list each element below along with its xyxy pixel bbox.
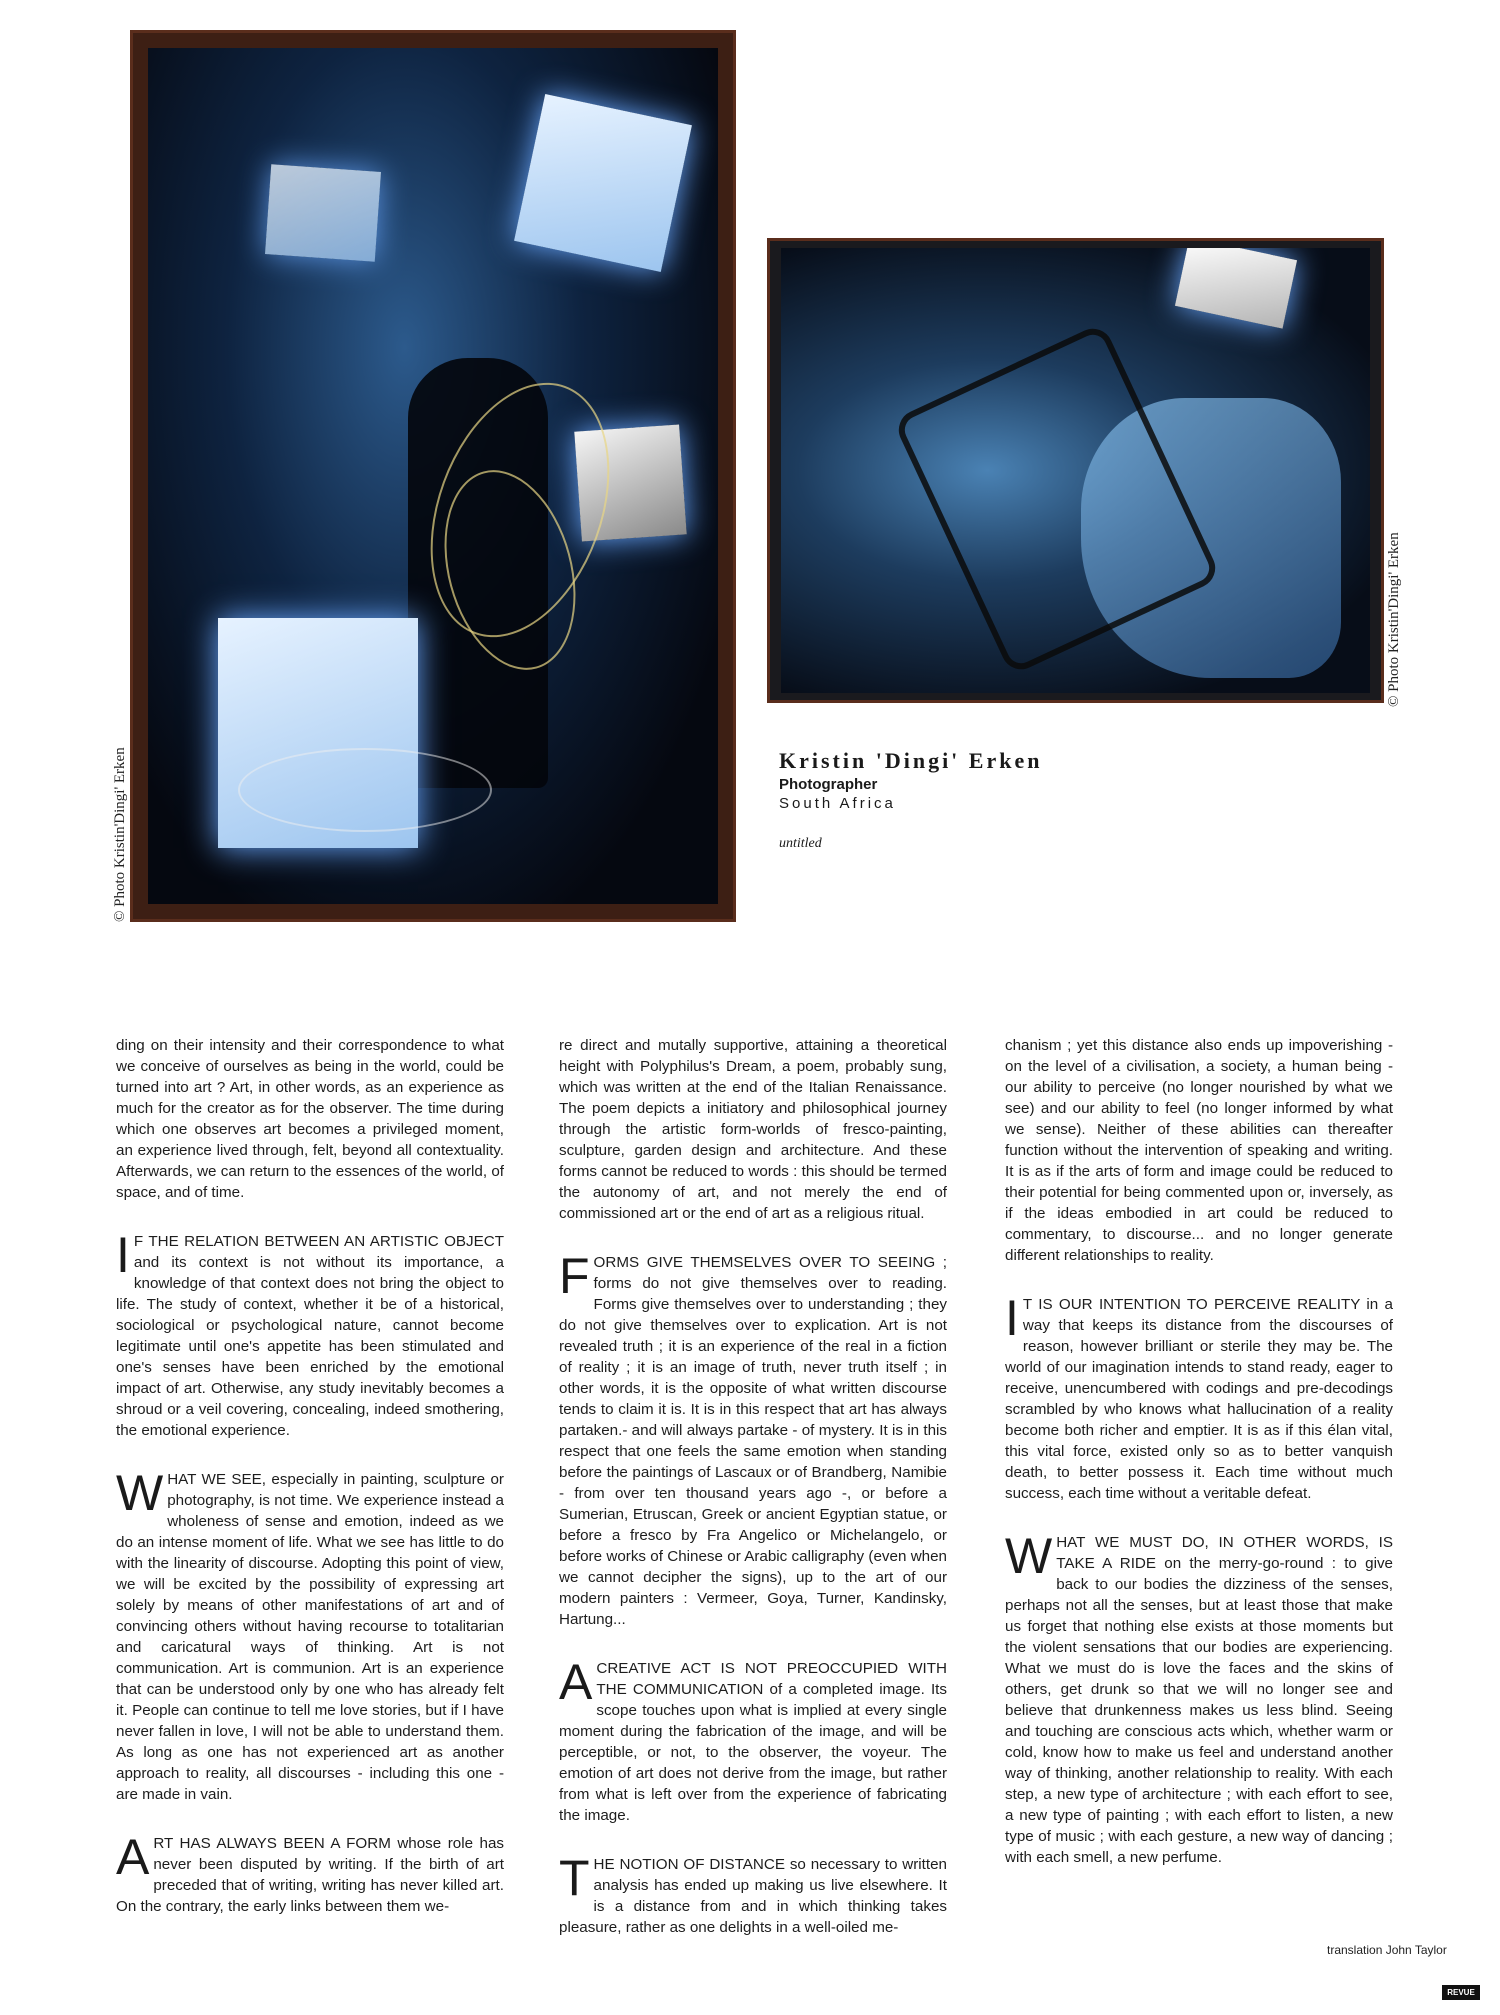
article-column-2 [559, 1035, 947, 1966]
drop-cap: A [559, 1654, 593, 1710]
paragraph: re direct and mutally supportive, attaining a theoretical height with Polyphilus's Dream, a poem, probably sung, which was written at the end of the Italian Renaissance. The poem depicts a initiatory and philosophical journey through the artistic form-worlds of fresco-painting, sculpture, garden design and architecture. And these forms cannot be reduced to words : this should be termed the autonomy of art, and not merely the end of commissioned art or the end of art as a religious ritual. [559, 1037, 947, 1222]
paragraph: chanism ; yet this distance also ends up impoverishing - on the level of a civilisation, a society, a human being - our ability to perceive (no longer nourished by what we see) and our ability to feel (no longer informed by what we sense). Neither of these abilities can thereafter function without the intervention of speaking and writing. It is as if the arts of form and image could be reduced to their potential for being commented upon or, inversely, as if the ideas embodied in art could be reduced to commentary, to discourse... and no longer generate different relationships to reality. [1005, 1037, 1393, 1264]
artist-role: Photographer [779, 776, 878, 793]
monitor-screen [514, 94, 692, 272]
paragraph-text: T IS OUR INTENTION TO PERCEIVE REALITY in a way that keeps its distance from the discourses of reason, however brilliant or sterile they may be. The world of our imagination intends to stand ready, eager to receive, unencumbered with codings and pre-decodings scrambled by who knows what hallucination of a reality become both richer and emptier. It is as if this élan vital, this vital force, existed only so as to better vanquish death, to better possess it. Each time without much success, each time without a veritable defeat. [1005, 1296, 1393, 1502]
translator-credit: translation John Taylor [1327, 1943, 1447, 1957]
photo-left-image [148, 48, 718, 904]
paragraph [559, 1850, 947, 1938]
paragraph-text: HE NOTION OF DISTANCE so necessary to written analysis has ended up making us live elsewhere. It is a distance from and in which thinking takes pleasure, rather as one delights in a well-oiled me- [559, 1856, 947, 1936]
paragraph [1005, 1528, 1393, 1868]
paragraph-text: F THE RELATION BETWEEN AN ARTISTIC OBJECT and its context is not without its importance, a knowledge of that context does not bring the object to life. The study of context, whether it be of a historical, sociological or psychological nature, cannot become legitimate until one's appetite has been stimulated and one's senses have been enriched by the emotional impact of art. Otherwise, any study inevitably becomes a shroud or a veil covering, concealing, indeed smothering, the emotional experience. [116, 1233, 504, 1439]
monitor-screen [265, 164, 381, 261]
artist-name: Kristin 'Dingi' Erken [779, 748, 1043, 773]
paragraph [116, 1829, 504, 1917]
paragraph-text: RT HAS ALWAYS BEEN A FORM whose role has never been disputed by writing. If the birth of art preceded that of writing, writing has never killed art. On the contrary, the early links between them we- [116, 1835, 504, 1915]
paragraph-text: HAT WE MUST DO, IN OTHER WORDS, IS TAKE A RIDE on the merry-go-round : to give back to our bodies the dizziness of the senses, perhaps not all the senses, but at least those that make us forget that nothing else exists at those moments but the violent sensations that our bodies are experiencing. What we must do is love the faces and the skins of others, get drunk so that we will no longer see and believe that drunkenness makes us less blind. Seeing and touching are conscious acts which, whether warm or cold, know how to make us feel and understand another way of thinking, another relationship to reality. With each step, a new type of architecture ; with each effort to see, a new type of painting ; with each effort to listen, a new type of music ; with each gesture, a new way of dancing ; with each smell, a new perfume. [1005, 1534, 1393, 1866]
work-title: untitled [779, 836, 822, 851]
drop-cap: W [1005, 1528, 1053, 1584]
paragraph [1005, 1290, 1393, 1504]
drop-cap: W [116, 1465, 164, 1521]
magazine-logo: REVUE NOIRE [1442, 1985, 1480, 2000]
photo-right [767, 238, 1384, 703]
artist-country: South Africa [779, 795, 896, 812]
drop-cap: I [116, 1227, 130, 1283]
artist-credit [779, 748, 1042, 852]
article-column-3 [1005, 1035, 1393, 1896]
monitor-screen [1175, 248, 1297, 329]
drop-cap: A [116, 1829, 150, 1885]
photo-right-image [781, 248, 1370, 693]
photo-right-copyright: © Photo Kristin'Dingi' Erken [1386, 532, 1402, 707]
light-streak [238, 748, 492, 832]
article-column-1 [116, 1035, 504, 1945]
paragraph [116, 1465, 504, 1805]
paragraph: ding on their intensity and their correspondence to what we conceive of ourselves as being in the world, could be turned into art ? Art, in other words, as an experience as much for the creator as for the observer. The time during which one observes art becomes a privileged moment, an experience lived through, felt, beyond all contextuality. Afterwards, we can return to the essences of the world, of space, and of time. [116, 1037, 504, 1201]
drop-cap: F [559, 1248, 590, 1304]
paragraph [559, 1654, 947, 1826]
paragraph [116, 1227, 504, 1441]
paragraph-text: CREATIVE ACT IS NOT PREOCCUPIED WITH THE COMMUNICATION of a completed image. Its scope touches upon what is implied at every single moment during the fabrication of the image, and will be perceptible, or not, to the observer, the voyeur. The emotion of art does not derive from the image, but rather from what is left over from the experience of fabricating the image. [559, 1660, 947, 1824]
drop-cap: T [559, 1850, 590, 1906]
drop-cap: I [1005, 1290, 1019, 1346]
photo-left [130, 30, 736, 922]
paragraph-text: ORMS GIVE THEMSELVES OVER TO SEEING ; forms do not give themselves over to reading. Forms give themselves over to understanding ; they do not give themselves over to explication. Art is not revealed truth ; it is an experience of the real in a fiction of reality ; it is an image of truth, never truth itself ; in other words, it is the opposite of what written discourse tends to claim it is. It is in this respect that art has always partaken.- and will always partake - of mystery. It is in this respect that one feels the same emotion when standing before the paintings of Lascaux or of Brandberg, Namibie - from over ten thousand years ago -, or before a Sumerian, Etruscan, Greek or ancient Egyptian statue, or before a fresco by Fra Angelico or Michelangelo, or before works of Chinese or Arabic calligraphy (even when we cannot decipher the signs), up to the art of our modern painters : Vermeer, Goya, Turner, Kandinsky, Hartung... [559, 1254, 947, 1628]
paragraph [559, 1248, 947, 1630]
photo-left-copyright: © Photo Kristin'Dingi' Erken [112, 747, 128, 922]
paragraph-text: HAT WE SEE, especially in painting, sculpture or photography, is not time. We experience instead a wholeness of sense and emotion, indeed as we do an intense moment of life. What we see has little to do with the linearity of discourse. Adopting this point of view, we will be excited by the possibility of expressing art solely by means of other manifestations of art and of convincing others without having recourse to totalitarian and caricatural ways of thinking. Art is not communication. Art is communion. Art is an experience that can be understood only by one who has already felt it. People can continue to tell me love stories, but if I have never fallen in love, I will not be able to understand them. As long as one has not experienced art as another approach to reality, all discourses - including this one - are made in vain. [116, 1471, 504, 1803]
